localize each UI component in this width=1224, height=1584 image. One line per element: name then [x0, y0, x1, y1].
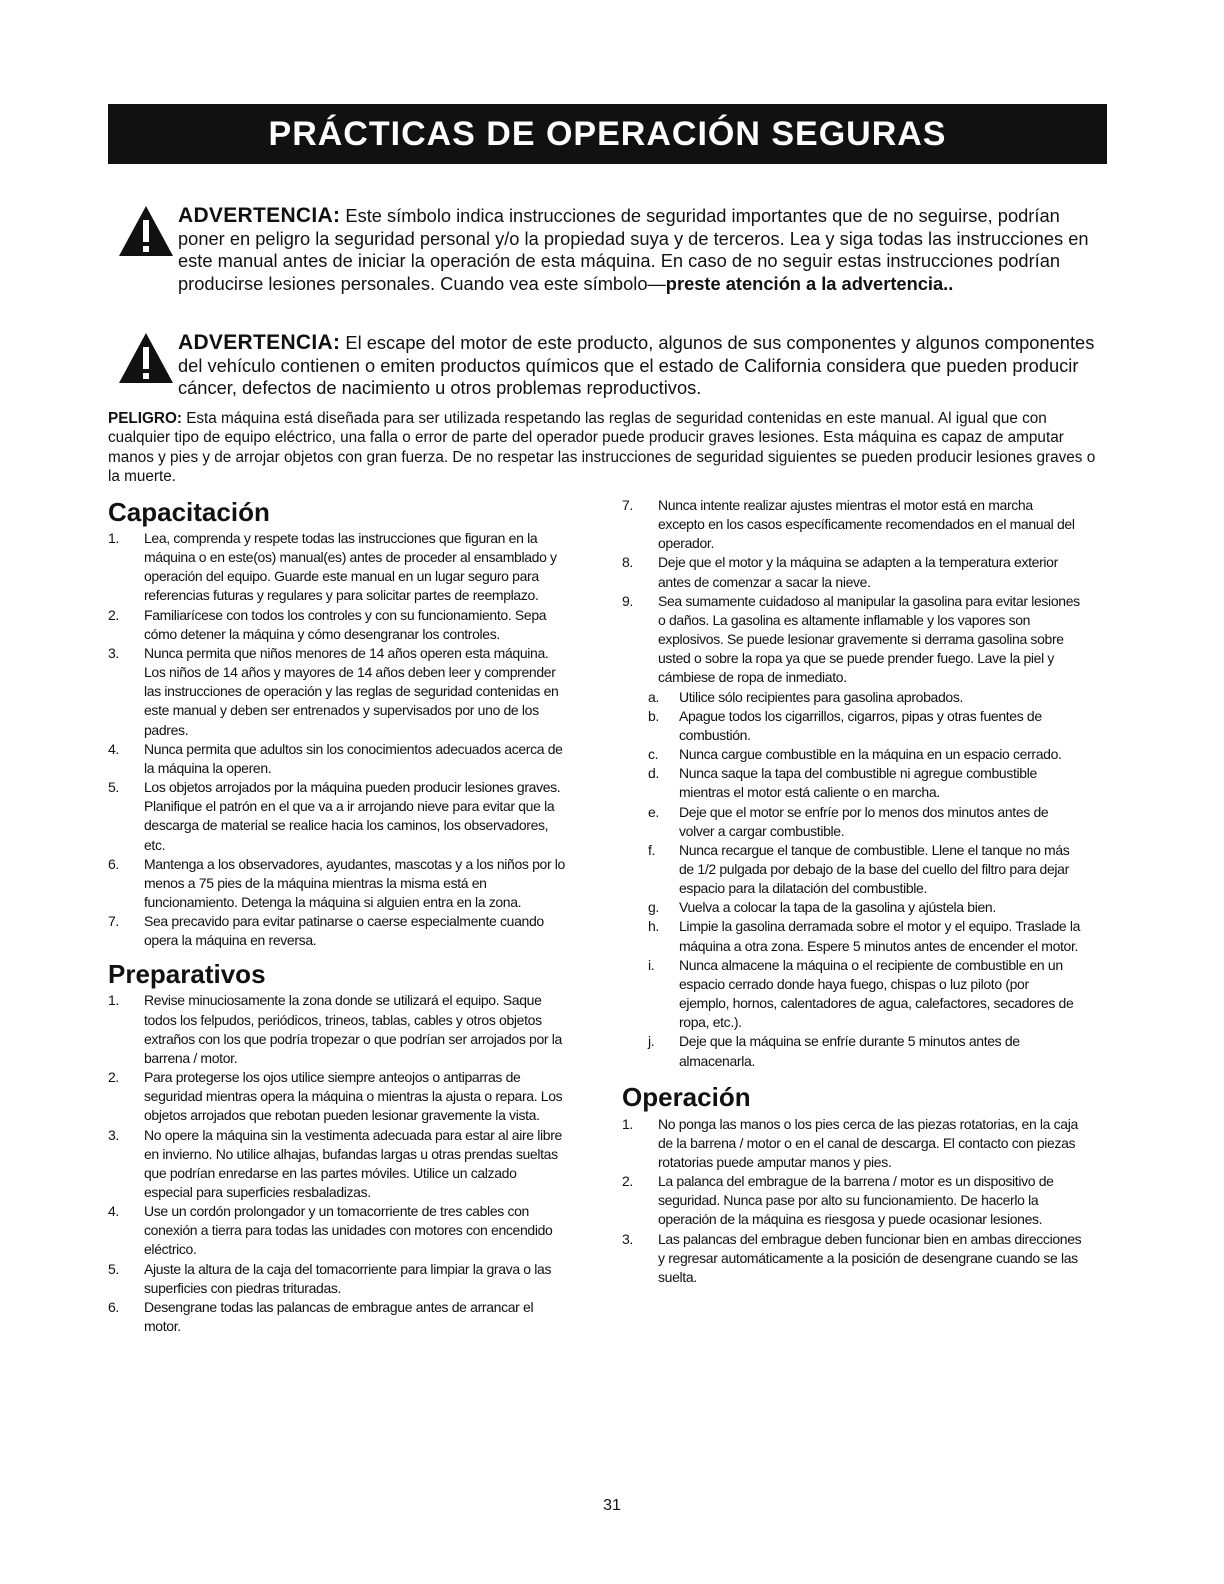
- gasoline-sublist: [622, 688, 1082, 1071]
- list-subitem: g. Vuelva a colocar la tapa de la gasolina y ajústela bien.: [648, 899, 996, 916]
- warning-label: ADVERTENCIA:: [178, 204, 341, 227]
- list-subitem: e. Deje que el motor se enfríe por lo menos dos minutos antes de volver a cargar combustible.: [648, 803, 1049, 839]
- list-item: 4. Nunca permita que adultos sin los conocimientos adecuados acerca de la máquina la operen.: [108, 740, 563, 776]
- danger-label: PELIGRO:: [108, 410, 182, 427]
- warning-general: [118, 205, 1103, 295]
- danger-text: Esta máquina está diseñada para ser utilizada respetando las reglas de seguridad contenidas en este manual. Al igual que con cualquier tipo de equipo eléctrico, una falla o error de parte del operador puede producir graves lesiones. Esta máquina es capaz de amputar manos y pies y de arrojar objetos con gran fuerza. De no respetar las instrucciones de seguridad siguientes se pueden producir lesiones graves o la muerte.: [108, 410, 1096, 485]
- list-item: 7. Nunca intente realizar ajustes mientras el motor está en marcha excepto en los casos específicamente recomendados en el manual del operador.: [622, 497, 1075, 552]
- list-subitem: h. Limpie la gasolina derramada sobre el motor y el equipo. Traslade la máquina a otra zona. Espere 5 minutos antes de encender el motor.: [648, 918, 1081, 954]
- warning-california: [118, 332, 1103, 400]
- warning-body: Este símbolo indica instrucciones de seguridad importantes que de no seguirse, podrían poner en peligro la seguridad personal y/o la propiedad suya y de terceros. Lea y siga todas las instrucciones en este manual antes de iniciar la operación de esta máquina. En caso de no seguir estas instrucciones podrían producirse lesiones personales. Cuando vea este símbolo—: [178, 205, 1089, 294]
- list-item: 6. Mantenga a los observadores, ayudantes, mascotas y a los niños por lo menos a 75 pies de la máquina mientras la misma está en funcionamiento. Detenga la máquina si alguien entra en la zona.: [108, 855, 565, 910]
- warning-label: ADVERTENCIA:: [178, 331, 341, 354]
- list-item: 1. Revise minuciosamente la zona donde se utilizará el equipo. Saque todos los felpudos, periódicos, trineos, tablas, cables y otros objetos extraños con los que podría tropezar o que podrían ser arrojados por la barrena / motor.: [108, 992, 562, 1066]
- warning-body: El escape del motor de este producto, algunos de sus componentes y algunos componentes del vehículo contienen o emiten productos químicos que el estado de California considera que pueden producir cáncer, defectos de nacimiento u otros problemas reproductivos.: [178, 332, 1095, 399]
- list-item: 3. Las palancas del embrague deben funcionar bien en ambas direcciones y regresar automáticamente a la posición de desengrane cuando se las suelta.: [622, 1230, 1082, 1285]
- list-subitem: j. Deje que la máquina se enfríe durante 5 minutos antes de almacenarla.: [648, 1033, 1020, 1069]
- capacitacion-list: [108, 529, 568, 950]
- danger-notice: [108, 409, 1108, 486]
- preparativos-list: [108, 991, 568, 1336]
- list-item: 9. Sea sumamente cuidadoso al manipular la gasolina para evitar lesiones o daños. La gasolina es altamente inflamable y los vapores son explosivos. Se puede lesionar gravemente si derrama gasolina sobre usted o sobre la ropa ya que se puede prender fuego. Lave la piel y cámbiese de ropa de inmediato.: [622, 592, 1080, 686]
- left-column: [108, 496, 568, 1336]
- section-title-capacitacion: Capacitación: [108, 497, 270, 527]
- list-item: 5. Ajuste la altura de la caja del tomacorriente para limpiar la grava o las superficies con piedras trituradas.: [108, 1260, 552, 1296]
- list-item: 3. Nunca permita que niños menores de 14 años operen esta máquina. Los niños de 14 años y mayores de 14 años deben leer y comprender las instrucciones de operación y las reglas de seguridad contenidas en este manual y deben ser entrenados y supervisados por uno de los padres.: [108, 644, 559, 738]
- list-item: 7. Sea precavido para evitar patinarse o caerse especialmente cuando opera la máquina en reversa.: [108, 913, 544, 949]
- warning-triangle-icon: [118, 205, 174, 257]
- section-title-preparativos: Preparativos: [108, 959, 266, 990]
- list-item: 8. Deje que el motor y la máquina se adapten a la temperatura exterior antes de comenzar a sacar la nieve.: [622, 554, 1058, 590]
- list-subitem: b. Apague todos los cigarrillos, cigarros, pipas y otras fuentes de combustión.: [648, 707, 1042, 743]
- list-item: 3. No opere la máquina sin la vestimenta adecuada para estar al aire libre en invierno. No utilice alhajas, bufandas largas u otras prendas sueltas que podrían enredarse en las partes móviles. Utilice un calzado especial para superficies resbaladizas.: [108, 1126, 562, 1200]
- list-subitem: c. Nunca cargue combustible en la máquina en un espacio cerrado.: [648, 746, 1062, 763]
- list-item: 6. Desengrane todas las palancas de embrague antes de arrancar el motor.: [108, 1298, 534, 1335]
- page-header-banner: [108, 104, 1107, 164]
- section-title-operacion: Operación: [622, 1081, 751, 1112]
- list-item: 4. Use un cordón prolongador y un tomacorriente de tres cables con conexión a tierra para todas las unidades con motores con encendido eléctrico.: [108, 1203, 553, 1258]
- list-item: 2. Familiarícese con todos los controles y con su funcionamiento. Sepa cómo detener la máquina y cómo desengranar los controles.: [108, 606, 547, 642]
- operacion-list: [622, 1115, 1082, 1287]
- list-item: 1. No ponga las manos o los pies cerca de las piezas rotatorias, en la caja de la barrena / motor o en el canal de descarga. El contacto con piezas rotatorias puede amputar manos y pies.: [622, 1115, 1078, 1170]
- warning-text: [178, 205, 1103, 295]
- warning-triangle-icon: [118, 332, 174, 384]
- list-item: 1. Lea, comprenda y respete todas las instrucciones que figuran en la máquina o en este(os) manual(es) antes de proceder al ensamblado y operación del equipo. Guarde este manual en un lugar seguro para referencias futuras y regulares y para solicitar partes de reemplazo.: [108, 530, 557, 604]
- list-item: 2. La palanca del embrague de la barrena / motor es un dispositivo de seguridad. Nunca pase por alto su funcionamiento. De hacerlo la operación de la máquina es riesgosa y puede ocasionar lesiones.: [622, 1173, 1054, 1228]
- page-title: PRÁCTICAS DE OPERACIÓN SEGURAS: [268, 114, 947, 153]
- list-subitem: a. Utilice sólo recipientes para gasolina aprobados.: [648, 688, 964, 705]
- list-subitem: f. Nunca recargue el tanque de combustible. Llene el tanque no más de 1/2 pulgada por debajo de la base del cuello del filtro para dejar espacio para la dilatación del combustible.: [648, 841, 1070, 897]
- list-item: 5. Los objetos arrojados por la máquina pueden producir lesiones graves. Planifique el patrón en el que va a ir arrojando nieve para evitar que la descarga de material se realice hacia los caminos, los observadores, etc.: [108, 779, 561, 853]
- warning-text: [178, 332, 1103, 400]
- warning-emphasis: preste atención a la advertencia..: [665, 272, 954, 294]
- list-item: 2. Para protegerse los ojos utilice siempre anteojos o antiparras de seguridad mientras opera la máquina o mientras la ajusta o repara. Los objetos arrojados que rebotan pueden lesionar gravemente la vista.: [108, 1069, 563, 1124]
- right-column: [622, 496, 1082, 1287]
- list-subitem: i. Nunca almacene la máquina o el recipiente de combustible en un espacio cerrado donde haya fuego, chispas o luz piloto (por ejemplo, hornos, calentadores de agua, calefactores, secadores de ropa, etc.).: [648, 956, 1074, 1031]
- list-subitem: d. Nunca saque la tapa del combustible ni agregue combustible mientras el motor está caliente o en marcha.: [648, 765, 1037, 801]
- preparativos-continued-list: [622, 496, 1082, 688]
- page-number: 31: [603, 1497, 621, 1514]
